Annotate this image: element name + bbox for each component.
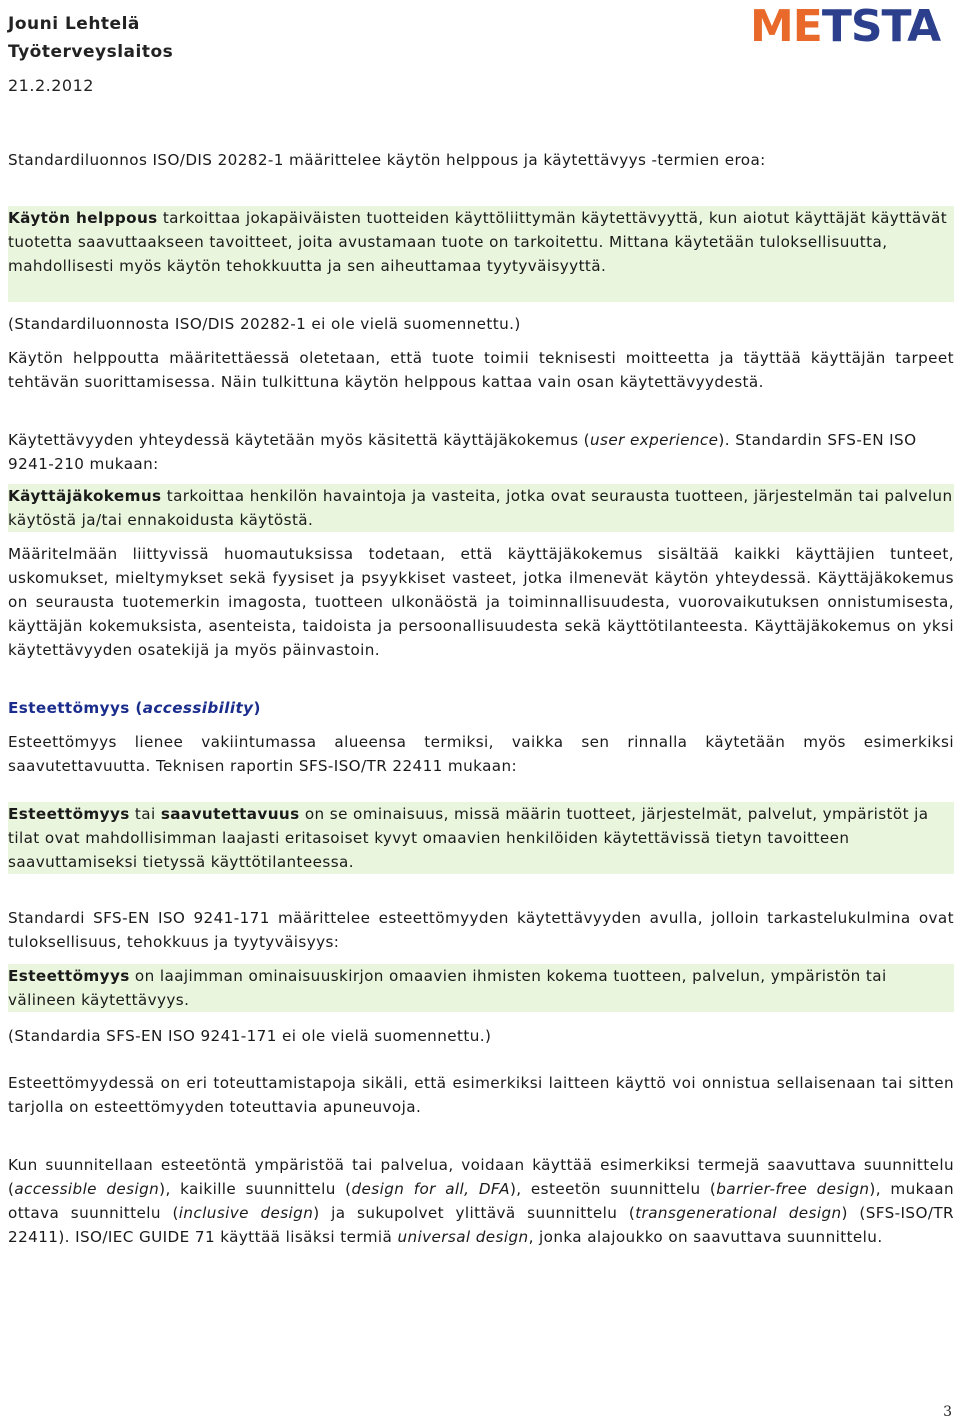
- definition-text: tarkoittaa henkilön havaintoja ja vasteita, jotka ovat seurausta tuotteen, järjestelmän tai palvelun käytöstä ja/tai ennakoidusta käytöstä.: [8, 487, 953, 529]
- heading-text: Esteettömyys (: [8, 699, 143, 717]
- definition-user-experience: [8, 484, 954, 532]
- definition-text: on se ominaisuus, missä määrin tuotteet, järjestelmät, palvelut, ympäristöt ja tilat ovat mahdollisimman laajasti eritasoiset kyvyt omaavien henkilöiden käytettävissä tietyn tavoitteen saavuttamiseksi tietyssä käyttötilanteessa.: [8, 805, 929, 871]
- paragraph-emphasis: transgenerational design: [635, 1204, 842, 1222]
- organization-name: Työterveyslaitos: [8, 42, 174, 62]
- paragraph-text: ) (SFS-ISO/TR 22411). ISO/IEC GUIDE 71 käyttää lisäksi termiä: [8, 1204, 954, 1246]
- definition-text: on laajimman ominaisuuskirjon omaavien ihmisten kokema tuotteen, palvelun, ympäristön tai välineen käytettävyys.: [8, 967, 887, 1009]
- paragraph-emphasis: inclusive design: [178, 1204, 314, 1222]
- accessibility-paragraph: Esteettömyys lienee vakiintumassa alueensa termiksi, vaikka sen rinnalla käytetään myös esimerkiksi saavutettavuutta. Teknisen raportin SFS-ISO/TR 22411 mukaan:: [8, 733, 954, 775]
- paragraph-text: Käytettävyyden yhteydessä käytetään myös käsitettä käyttäjäkokemus (: [8, 431, 591, 449]
- metsta-logo: [750, 1, 941, 52]
- translation-note-1: (Standardiluonnosta ISO/DIS 20282-1 ei ole vielä suomennettu.): [8, 315, 521, 333]
- paragraph-emphasis: barrier-free design: [716, 1180, 870, 1198]
- intro-paragraph: Standardiluonnos ISO/DIS 20282-1 määrittelee käytön helppous ja käytettävyys -termien eroa:: [8, 151, 766, 169]
- paragraph-text: ), mukaan ottava suunnittelu (: [8, 1180, 954, 1222]
- paragraph-text: ), kaikille suunnittelu (: [159, 1180, 352, 1198]
- definition-text: tarkoittaa jokapäiväisten tuotteiden käyttöliittymän käytettävyyttä, kun aiotut käyttäjät käyttävät tuotetta saavuttaakseen tavoitteet, joita avustamaan tuote on tarkoitettu. Mittana käytetään tuloksellisuutta, mahdollisesti myös käytön tehokkuutta ja sen aiheuttamaa tyytyväisyyttä.: [8, 209, 948, 275]
- paragraph-text: ), esteetön suunnittelu (: [509, 1180, 717, 1198]
- definition-term: Käytön helppous: [8, 209, 158, 227]
- paragraph-emphasis: universal design: [397, 1228, 529, 1246]
- definition-term: Esteettömyys: [8, 805, 130, 823]
- logo-part-ts: TS: [821, 1, 882, 52]
- definition-term: saavutettavuus: [160, 805, 300, 823]
- definition-term: Käyttäjäkokemus: [8, 487, 162, 505]
- paragraph-text: , jonka alajoukko on saavuttava suunnittelu.: [528, 1228, 883, 1246]
- logo-part-ta: TA: [881, 1, 941, 52]
- logo-part-me: ME: [750, 1, 822, 52]
- definition-term: Esteettömyys: [8, 967, 130, 985]
- document-date: 21.2.2012: [8, 76, 94, 95]
- definition-accessibility-2: [8, 964, 954, 1012]
- section-heading-accessibility: [8, 696, 954, 720]
- definition-ease-of-use: [8, 206, 954, 302]
- accessibility-standard-paragraph: Standardi SFS-EN ISO 9241-171 määrittelee esteettömyyden käytettävyyden avulla, jolloin tarkastelukulmina ovat tuloksellisuus, tehokkuus ja tyytyväisyys:: [8, 909, 954, 951]
- paragraph-text: Kun suunnitellaan esteetöntä ympäristöä tai palvelua, voidaan käyttää esimerkiksi termejä saavuttava suunnittelu (: [8, 1156, 954, 1198]
- page-number: 3: [943, 1404, 952, 1420]
- user-experience-paragraph: [8, 428, 954, 476]
- heading-text: ): [253, 699, 261, 717]
- paragraph-emphasis: user experience: [590, 431, 719, 449]
- paragraph-text: ). Standardin SFS-EN ISO 9241-210 mukaan:: [8, 431, 917, 473]
- definition-text: tai: [129, 805, 161, 823]
- ease-of-use-paragraph: Käytön helppoutta määritettäessä oletetaan, että tuote toimii teknisesti moitteetta ja täyttää käyttäjän tarpeet tehtävän suorittamisessa. Näin tulkittuna käytön helppous kattaa vain osan käytettävyydestä.: [8, 349, 954, 391]
- user-experience-notes-paragraph: Määritelmään liittyvissä huomautuksissa todetaan, että käyttäjäkokemus sisältää kaikki käyttäjien tunteet, uskomukset, mieltymykset sekä fyysiset ja psyykkiset vasteet, jotka ilmenevät käytön yhteydessä. Käyttäjäkokemus on seurausta tuotemerkin imagosta, tuotteen ulkonäöstä ja toiminnallisuudesta, vuorovaikutuksen onnistumisesta, käyttäjän kokemuksista, asenteista, taidoista ja persoonallisuudesta sekä käyttötilanteesta. Käyttäjäkokemus on yksi käytettävyyden osatekijä ja myös päinvastoin.: [8, 545, 954, 659]
- paragraph-text: ) ja sukupolvet ylittävä suunnittelu (: [313, 1204, 636, 1222]
- design-terms-paragraph: [8, 1153, 954, 1249]
- heading-emphasis: accessibility: [142, 699, 254, 717]
- paragraph-emphasis: accessible design: [14, 1180, 160, 1198]
- author-name: Jouni Lehtelä: [8, 14, 140, 34]
- definition-accessibility: [8, 802, 954, 874]
- implementation-paragraph: Esteettömyydessä on eri toteuttamistapoja sikäli, että esimerkiksi laitteen käyttö voi onnistua sellaisenaan tai sitten tarjolla on esteettömyyden toteuttavia apuneuvoja.: [8, 1074, 954, 1116]
- translation-note-2: (Standardia SFS-EN ISO 9241-171 ei ole vielä suomennettu.): [8, 1027, 492, 1045]
- paragraph-emphasis: design for all, DFA: [351, 1180, 510, 1198]
